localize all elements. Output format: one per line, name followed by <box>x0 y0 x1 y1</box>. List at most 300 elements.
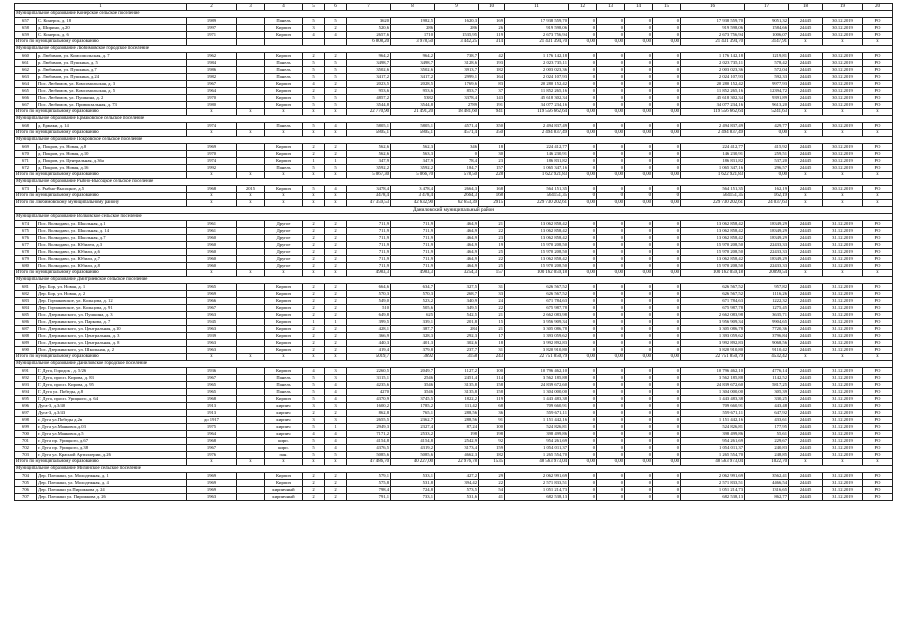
address-cell: Дуга-3, д.3/40 <box>37 403 187 410</box>
total-cell: 0,00 <box>597 270 625 277</box>
total-cell: 229 730 202,61 <box>505 200 569 207</box>
table-cell: 24445 <box>789 410 823 417</box>
total-cell: 4983,3 <box>347 270 391 277</box>
table-cell: 54 <box>479 487 505 494</box>
total-cell: x <box>265 200 303 207</box>
table-cell: РО <box>863 88 893 95</box>
table-cell: 0 <box>597 186 625 193</box>
table-cell: 1939 <box>187 333 237 340</box>
total-cell: 5 066,70 <box>391 172 435 179</box>
row-number: 660 <box>15 53 37 60</box>
table-cell: 0 <box>625 382 653 389</box>
table-cell: 5 <box>303 424 325 431</box>
row-number: 706 <box>15 487 37 494</box>
table-cell: 428,1 <box>347 326 391 333</box>
table-cell: РО <box>863 305 893 312</box>
table-cell: 0 <box>653 249 681 256</box>
table-cell: 1963 <box>187 494 237 501</box>
table-cell: 4 <box>303 368 325 375</box>
row-number: 690 <box>15 347 37 354</box>
table-cell <box>237 438 265 445</box>
table-cell: 3 562 185,88 <box>505 375 569 382</box>
table-cell: 0 <box>569 144 597 151</box>
table-cell <box>237 249 265 256</box>
table-cell: 4154,8 <box>347 438 391 445</box>
table-cell <box>237 165 265 172</box>
table-row <box>15 249 893 256</box>
table-cell: 711,9 <box>347 263 391 270</box>
table-cell: 24445 <box>789 340 823 347</box>
table-cell: 0 <box>653 74 681 81</box>
table-cell: 711,9 <box>391 235 435 242</box>
table-cell: 286 <box>435 25 479 32</box>
table-cell: 4 <box>303 431 325 438</box>
table-cell: 1962 <box>187 53 237 60</box>
total-cell <box>325 39 347 46</box>
table-cell: 0 <box>653 382 681 389</box>
table-cell: Кирпич <box>265 88 303 95</box>
table-cell: 1980 <box>187 102 237 109</box>
table-cell: 401,3 <box>391 340 435 347</box>
table-cell: 791,1 <box>347 494 391 501</box>
table-cell: Кирпич <box>265 305 303 312</box>
total-cell: 0,00 <box>653 459 681 466</box>
table-cell: 1822,2 <box>435 396 479 403</box>
table-cell: 24445 <box>789 263 823 270</box>
table-cell: 559 671,11 <box>681 410 745 417</box>
table-cell: 15 970 208,50 <box>681 242 745 249</box>
table-cell: 1620,3 <box>435 18 479 25</box>
table-cell: 2 <box>303 480 325 487</box>
table-cell: 22433,33 <box>745 249 789 256</box>
table-cell: 0 <box>569 74 597 81</box>
address-cell: Пос. Волкодаво, ул. Юбили, д.8 <box>37 263 187 270</box>
table-cell: 2542,9 <box>435 438 479 445</box>
table-cell: 13 062 858,42 <box>505 256 569 263</box>
table-cell: 0 <box>625 424 653 431</box>
table-cell: 0 <box>625 340 653 347</box>
total-row <box>15 354 893 361</box>
table-cell: 240,83 <box>745 445 789 452</box>
table-cell: 853,7 <box>435 88 479 95</box>
table-cell: 443,48 <box>745 403 789 410</box>
table-cell: 0 <box>625 487 653 494</box>
table-cell: 30.12.2019 <box>823 81 863 88</box>
table-cell: 340,9 <box>435 298 479 305</box>
total-cell: 4571,4 <box>435 130 479 137</box>
table-cell: 0 <box>625 333 653 340</box>
table-cell: 13 062 858,42 <box>505 221 569 228</box>
table-cell: 24445 <box>789 396 823 403</box>
total-cell: 0,00 <box>625 39 653 46</box>
table-cell: 1 051 214,73 <box>681 487 745 494</box>
row-number: 666 <box>15 95 37 102</box>
table-cell: 0 <box>569 298 597 305</box>
header-cell: 5 <box>303 4 325 11</box>
table-cell: РО <box>863 368 893 375</box>
table-cell: 415,92 <box>745 144 789 151</box>
section-header-row <box>15 179 893 186</box>
table-cell: 24445 <box>789 431 823 438</box>
table-cell: 2 <box>303 305 325 312</box>
total-cell: x <box>265 172 303 179</box>
table-cell: 0 <box>597 438 625 445</box>
table-row <box>15 375 893 382</box>
total-cell: x <box>303 193 325 200</box>
table-cell: 20 280 152,42 <box>505 81 569 88</box>
table-cell: 0 <box>597 256 625 263</box>
table-cell: 0 <box>653 494 681 501</box>
table-cell: 3 <box>325 417 347 424</box>
table-cell: Другое <box>265 249 303 256</box>
table-cell: Кирпич <box>265 53 303 60</box>
table-cell: 11 852 265,16 <box>505 88 569 95</box>
table-cell: 0 <box>597 67 625 74</box>
table-cell: 0 <box>569 256 597 263</box>
total-cell: 0,00 <box>569 130 597 137</box>
table-row <box>15 158 893 165</box>
total-cell: 0,00 <box>653 109 681 116</box>
total-cell: 0,00 <box>625 109 653 116</box>
table-cell: 31.12.2019 <box>823 242 863 249</box>
table-cell <box>237 452 265 459</box>
table-cell: 0 <box>653 452 681 459</box>
table-cell: 186 831,82 <box>505 158 569 165</box>
district-header-row <box>15 207 893 214</box>
table-cell: 4 <box>325 32 347 39</box>
table-cell: 0 <box>653 95 681 102</box>
section-title: Муниципальное образование Покровское сельское поселение <box>15 137 893 144</box>
table-cell: 24445 <box>789 32 823 39</box>
table-cell: 0 <box>597 431 625 438</box>
table-cell: 0 <box>625 494 653 501</box>
table-cell: 2 <box>325 249 347 256</box>
table-cell: 9110,42 <box>745 347 789 354</box>
table-cell: 3 820 910,80 <box>505 347 569 354</box>
table-cell: 42 <box>479 53 505 60</box>
table-cell: 2023,5 <box>347 81 391 88</box>
table-cell: 111,42 <box>435 403 479 410</box>
table-cell: 3115,1 <box>347 375 391 382</box>
table-cell: 288,56 <box>435 417 479 424</box>
table-cell: 31.12.2019 <box>823 298 863 305</box>
table-cell: 0 <box>597 25 625 32</box>
total-cell: x <box>863 109 893 116</box>
table-cell: 24445 <box>789 144 823 151</box>
row-number: 672 <box>15 165 37 172</box>
table-cell: 9391,89 <box>745 95 789 102</box>
table-cell: 24445 <box>789 151 823 158</box>
header-cell: 6 <box>325 4 347 11</box>
table-cell: 626 567,52 <box>681 291 745 298</box>
table-cell: 83 <box>479 81 505 88</box>
table-cell: 0 <box>625 74 653 81</box>
table-cell: 0 <box>569 473 597 480</box>
row-number: 702 <box>15 445 37 452</box>
table-cell: 1968 <box>187 186 237 193</box>
table-cell: 1982,5 <box>391 18 435 25</box>
table-cell: 198 <box>479 431 505 438</box>
table-cell: 2 <box>303 326 325 333</box>
table-cell: 0 <box>597 312 625 319</box>
table-cell: 24445 <box>789 403 823 410</box>
table-cell: 0 <box>653 284 681 291</box>
table-cell: Панель <box>265 382 303 389</box>
table-cell: 24445 <box>789 158 823 165</box>
table-cell: 1 176 142,18 <box>505 53 569 60</box>
table-cell: 1967 <box>187 375 237 382</box>
table-cell: 0 <box>569 487 597 494</box>
address-cell: Пос. Волкодаво, ул. Школьная, д.1 <box>37 221 187 228</box>
table-body <box>15 4 893 501</box>
table-row <box>15 494 893 501</box>
total-cell <box>237 39 265 46</box>
table-cell: РО <box>863 389 893 396</box>
table-cell: 21 <box>479 326 505 333</box>
table-cell: 24445 <box>789 67 823 74</box>
address-cell: д. Покров, ул. Новая, д.16 <box>37 165 187 172</box>
table-cell: 738,7 <box>435 53 479 60</box>
table-cell: 563,3 <box>391 151 435 158</box>
table-cell: Другое <box>265 242 303 249</box>
table-cell: 3 <box>303 417 325 424</box>
table-cell: 1 151 442,16 <box>681 417 745 424</box>
table-cell: 0 <box>653 340 681 347</box>
table-cell: Панель <box>265 74 303 81</box>
total-cell: 157 <box>479 270 505 277</box>
table-cell: РО <box>863 144 893 151</box>
total-cell: x <box>789 172 823 179</box>
table-row <box>15 452 893 459</box>
table-cell: 24445 <box>789 312 823 319</box>
section-title: Муниципальное образование Рыбно-Высоцкое сельское поселение <box>15 179 893 186</box>
table-cell: 0 <box>653 32 681 39</box>
table-cell <box>237 431 265 438</box>
row-number: 664 <box>15 81 37 88</box>
table-cell: 1219,81 <box>745 53 789 60</box>
table-cell: 5085,6 <box>347 452 391 459</box>
table-cell: 2 <box>303 284 325 291</box>
table-cell: 0 <box>597 74 625 81</box>
table-cell: РО <box>863 165 893 172</box>
total-cell: 0,00 <box>569 200 597 207</box>
total-cell: 20099,54 <box>745 270 789 277</box>
total-cell: 4532,42 <box>745 354 789 361</box>
table-row <box>15 284 893 291</box>
table-cell: 193 <box>479 60 505 67</box>
table-cell: 0 <box>597 305 625 312</box>
table-cell: 30.12.2019 <box>823 60 863 67</box>
total-cell: x <box>823 130 863 137</box>
table-cell: 1992 <box>187 165 237 172</box>
table-cell: РО <box>863 81 893 88</box>
table-cell <box>237 228 265 235</box>
table-cell: 158 <box>479 389 505 396</box>
table-cell: 24445 <box>789 424 823 431</box>
table-cell: 31.12.2019 <box>823 445 863 452</box>
table-cell: 592,33 <box>745 74 789 81</box>
table-cell: Кирпич <box>265 298 303 305</box>
table-cell: 0 <box>597 249 625 256</box>
table-cell: 0 <box>569 410 597 417</box>
table-cell <box>237 81 265 88</box>
table-cell: 0 <box>569 165 597 172</box>
table-cell: 36 <box>479 410 505 417</box>
table-cell: 4776,14 <box>745 368 789 375</box>
table-cell: 339,1 <box>391 319 435 326</box>
table-cell: РО <box>863 151 893 158</box>
table-cell: 0 <box>569 228 597 235</box>
table-cell: 22 <box>479 480 505 487</box>
table-cell: 0 <box>569 186 597 193</box>
table-cell: 13 062 858,42 <box>505 235 569 242</box>
table-cell: 0 <box>653 221 681 228</box>
row-number: 667 <box>15 102 37 109</box>
total-cell: x <box>863 270 893 277</box>
table-cell: 0 <box>569 242 597 249</box>
table-cell: 0 <box>653 375 681 382</box>
table-cell: 31.12.2019 <box>823 438 863 445</box>
table-cell: 4 <box>325 389 347 396</box>
table-cell: 579,1 <box>347 473 391 480</box>
table-cell: 2 <box>325 242 347 249</box>
table-cell: 1963 <box>187 312 237 319</box>
table-cell: 2 <box>303 242 325 249</box>
total-cell: 62 653,39 <box>435 200 479 207</box>
table-cell: 0 <box>653 312 681 319</box>
total-cell: 3692 <box>391 354 435 361</box>
total-cell: 3254,3 <box>435 270 479 277</box>
table-cell: 711,9 <box>391 221 435 228</box>
section-title: Муниципальное образование Ермаковское сельское поселение <box>15 116 893 123</box>
total-cell: x <box>863 130 893 137</box>
table-cell: 0 <box>625 88 653 95</box>
total-cell: 0,00 <box>569 270 597 277</box>
table-row <box>15 333 893 340</box>
table-cell: 0 <box>653 417 681 424</box>
table-cell: 2 023 735,11 <box>681 60 745 67</box>
table-cell: 157 <box>479 165 505 172</box>
table-row <box>15 256 893 263</box>
table-cell: 709 660,91 <box>505 403 569 410</box>
table-cell: 30.12.2019 <box>823 186 863 193</box>
total-cell: x <box>303 172 325 179</box>
row-number: 659 <box>15 32 37 39</box>
address-cell: Пос. Волкодаво, ул. Юбили, д.7 <box>37 256 187 263</box>
total-cell: 0,00 <box>597 354 625 361</box>
total-cell: x <box>265 459 303 466</box>
row-number: 697 <box>15 410 37 417</box>
table-cell: 0 <box>597 95 625 102</box>
table-cell: 3 305 086,78 <box>681 326 745 333</box>
table-cell: 398 499,86 <box>505 431 569 438</box>
table-cell: 0 <box>597 417 625 424</box>
table-cell: 3546 <box>391 389 435 396</box>
table-cell: 0 <box>597 221 625 228</box>
total-cell: 0,00 <box>625 130 653 137</box>
table-cell: 259,51 <box>745 151 789 158</box>
address-cell: Дер. Бор, ул. Новая, д. 2 <box>37 291 187 298</box>
table-cell: 18 <box>479 144 505 151</box>
address-cell: Дер. Горчаковское, ул. Кольцова, д. 12 <box>37 298 187 305</box>
row-number: 662 <box>15 67 37 74</box>
header-cell: 8 <box>391 4 435 11</box>
table-cell: 31.12.2019 <box>823 410 863 417</box>
table-cell: 0 <box>653 473 681 480</box>
table-cell: РО <box>863 32 893 39</box>
header-cell: 15 <box>653 4 681 11</box>
table-cell: 2 <box>325 291 347 298</box>
table-cell: 182 <box>479 67 505 74</box>
table-cell: 2 <box>303 235 325 242</box>
total-cell: x <box>265 193 303 200</box>
table-cell: 0 <box>653 347 681 354</box>
table-cell: Кирпич <box>265 347 303 354</box>
table-cell: РО <box>863 326 893 333</box>
table-cell <box>237 263 265 270</box>
table-cell: 2 <box>303 340 325 347</box>
table-cell: 0 <box>625 480 653 487</box>
table-cell: 0 <box>625 25 653 32</box>
header-cell: 10 <box>479 4 505 11</box>
table-cell: 0 <box>597 298 625 305</box>
table-cell: 711,9 <box>347 221 391 228</box>
table-cell: 1975 <box>187 424 237 431</box>
row-number: 707 <box>15 494 37 501</box>
table-cell: 119 <box>479 396 505 403</box>
table-cell: 0 <box>625 347 653 354</box>
total-cell: 48 563 973,04 <box>505 459 569 466</box>
total-cell: 42 632,90 <box>391 200 435 207</box>
table-cell: 5 <box>325 452 347 459</box>
table-cell: 724,8 <box>391 487 435 494</box>
table-cell: 0 <box>653 431 681 438</box>
section-title: Муниципальное образование Конерское сельское поселение <box>15 11 893 18</box>
table-cell: 31.12.2019 <box>823 382 863 389</box>
table-row <box>15 228 893 235</box>
table-cell: 31.12.2019 <box>823 424 863 431</box>
table-cell: 1769,6 <box>435 81 479 88</box>
table-cell: 5805,1 <box>347 123 391 130</box>
total-cell: 564151,35 <box>681 193 745 200</box>
table-cell: 2 <box>325 340 347 347</box>
table-cell: 0 <box>569 284 597 291</box>
table-cell: 1976 <box>187 452 237 459</box>
table-row <box>15 235 893 242</box>
header-cell: 7 <box>347 4 391 11</box>
row-number: 692 <box>15 375 37 382</box>
table-cell: 570,3 <box>347 291 391 298</box>
table-cell: 0 <box>653 424 681 431</box>
table-cell: РО <box>863 480 893 487</box>
total-cell: 22 770,90 <box>347 109 391 116</box>
table-cell: 0 <box>653 25 681 32</box>
table-cell: 31.12.2019 <box>823 284 863 291</box>
total-cell: 21 491,20 <box>391 109 435 116</box>
table-cell: 168 <box>479 186 505 193</box>
table-cell: 0 <box>569 319 597 326</box>
address-cell: С. Конерск, д. 6 <box>37 32 187 39</box>
table-cell: РО <box>863 340 893 347</box>
table-cell: 15 970 208,50 <box>505 263 569 270</box>
table-cell: 24445 <box>789 494 823 501</box>
table-cell <box>237 305 265 312</box>
table-cell: 3913,7 <box>435 67 479 74</box>
table-cell: 0 <box>653 60 681 67</box>
table-cell: 2657,6 <box>347 32 391 39</box>
table-cell: 2 <box>325 228 347 235</box>
total-cell: 1535 <box>479 459 505 466</box>
